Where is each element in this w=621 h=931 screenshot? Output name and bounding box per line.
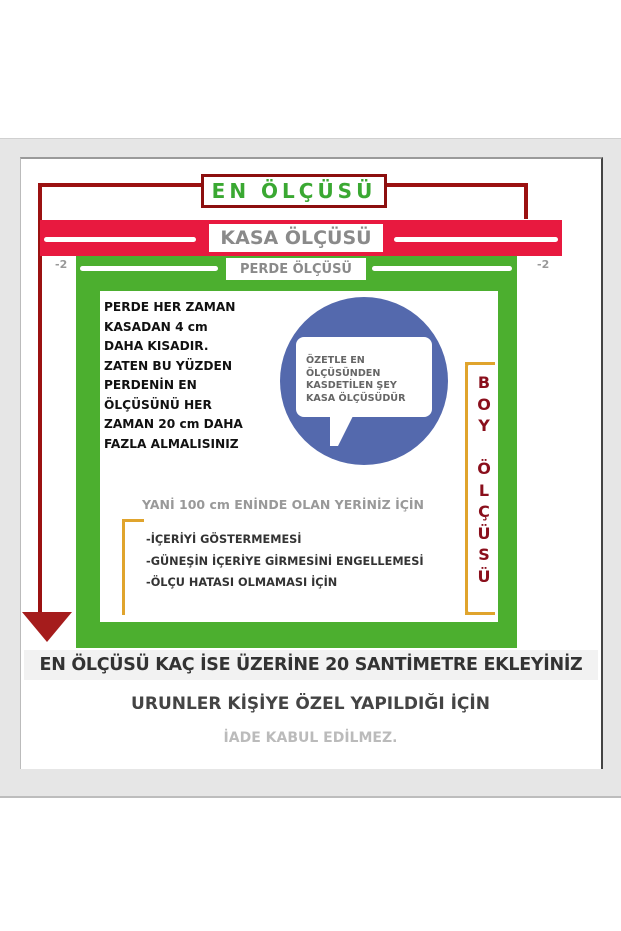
reason-item: -ÖLÇU HATASI OLMAMASI İÇİN — [146, 576, 338, 589]
explanation-line: ZAMAN 20 cm DAHA — [104, 417, 243, 431]
explanation-line: FAZLA ALMALISINIZ — [104, 436, 239, 451]
frame-bar-line-right — [394, 237, 558, 242]
example-heading: YANİ 100 cm ENİNDE OLAN YERİNİZ İÇİN — [142, 497, 425, 512]
bubble-line: KASDETİLEN ŞEY — [306, 380, 397, 391]
height-bracket-bottom — [465, 612, 495, 615]
explanation-line: PERDENİN EN — [104, 378, 197, 392]
height-bracket-top — [465, 362, 495, 365]
explanation-line: ZATEN BU YÜZDEN — [104, 358, 233, 373]
height-letter: Ç — [478, 502, 490, 521]
explanation-line: ÖLÇÜSÜNÜ HER — [104, 397, 212, 412]
frame-bar-line-left — [44, 237, 196, 242]
height-letter: Ö — [477, 459, 491, 478]
bubble-line: KASA ÖLÇÜSÜDÜR — [306, 392, 406, 404]
width-dimension-line-left — [38, 183, 203, 187]
reasons-bracket-top — [122, 519, 144, 522]
height-letter: B — [477, 373, 491, 392]
custom-product-note: URUNLER KİŞİYE ÖZEL YAPILDIĞI İÇİN — [131, 694, 490, 714]
explanation-line: PERDE HER ZAMAN — [104, 300, 236, 314]
speech-bubble-tail — [330, 410, 356, 446]
instruction-banner: EN ÖLÇÜSÜ KAÇ İSE ÜZERİNE 20 SANTİMETRE EKLEYİNİZ — [24, 650, 598, 680]
down-arrow-icon — [22, 612, 72, 642]
height-letter: Ü — [477, 523, 491, 543]
bubble-line: ÖLÇÜSÜNDEN — [306, 367, 381, 379]
curtain-label: PERDE ÖLÇÜSÜ — [226, 258, 366, 280]
reason-item: -İÇERİYİ GÖSTERMEMESİ — [146, 533, 302, 546]
offset-right: -2 — [537, 258, 550, 271]
curtain-line-right — [372, 266, 512, 271]
height-letter: S — [478, 545, 490, 564]
reasons-bracket — [122, 519, 125, 615]
frame-label: KASA ÖLÇÜSÜ — [209, 224, 383, 252]
offset-left: -2 — [55, 258, 68, 271]
explanation-line: KASADAN 4 cm — [104, 319, 208, 334]
height-label — [474, 372, 494, 587]
no-return-note: İADE KABUL EDİLMEZ. — [223, 730, 398, 746]
bubble-line: ÖZETLE EN — [306, 355, 365, 366]
height-letter: O — [477, 394, 491, 414]
height-letter: Y — [478, 416, 490, 435]
explanation-text — [104, 298, 274, 454]
height-letter: L — [478, 480, 490, 500]
height-letter: Ü — [477, 566, 491, 586]
width-label: EN ÖLÇÜSÜ — [201, 174, 387, 208]
width-dimension-tick-right — [524, 183, 528, 219]
curtain-line-left — [80, 266, 218, 271]
width-dimension-line-right — [385, 183, 528, 187]
explanation-line: DAHA KISADIR. — [104, 339, 209, 353]
speech-bubble-text — [306, 355, 430, 405]
reason-item: -GÜNEŞİN İÇERİYE GİRMESİNİ ENGELLEMESİ — [146, 554, 424, 568]
reasons-list — [146, 529, 424, 594]
